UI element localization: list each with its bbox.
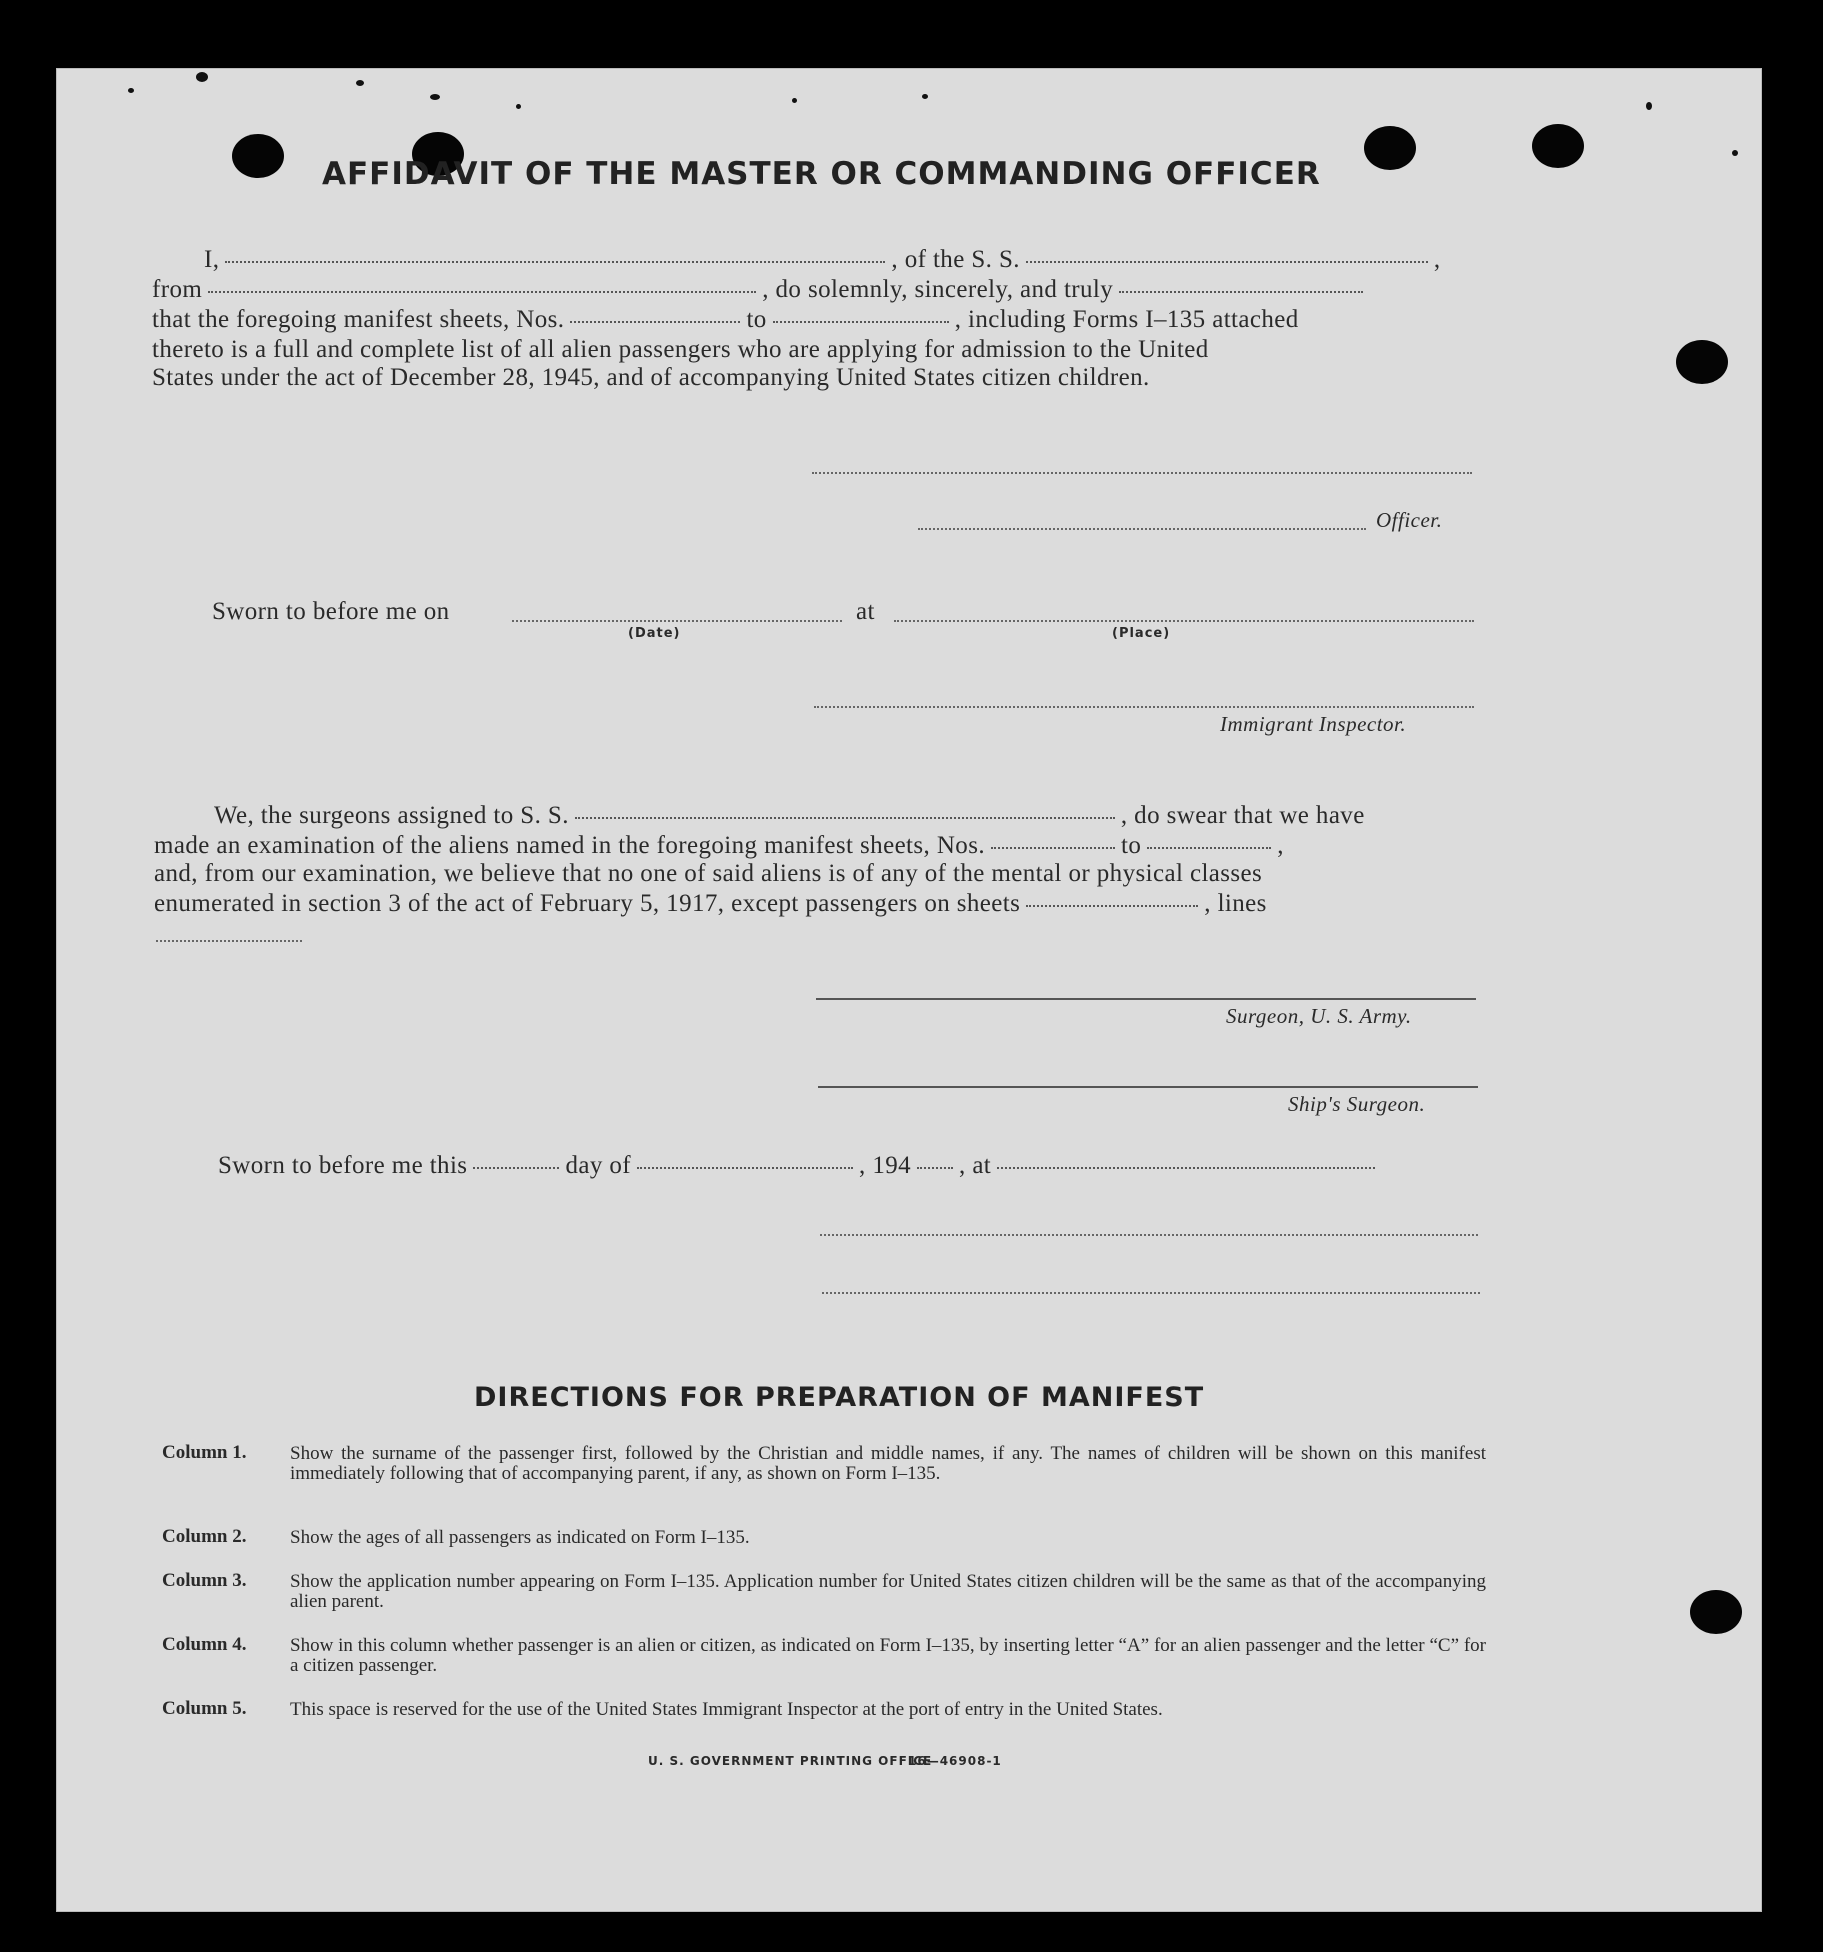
sworn-at-label: at (856, 598, 875, 625)
column-5-text: This space is reserved for the use of the United States Immigrant Inspector at the port of entry in the United States. (290, 1699, 1163, 1720)
speck (128, 88, 134, 93)
form-sheet (56, 68, 1762, 1912)
affidavit-of-ss-label: , of the S. S. (891, 246, 1020, 273)
column-1-text: Show the surname of the passenger first, followed by the Christian and middle names, if any. The names of children will be shown on this manifest immediately following that of accompanying parent, if any, as shown on Form I–135. (290, 1443, 1486, 1484)
affidavit-comma: , (1433, 246, 1441, 273)
surgeons-line-2 (154, 832, 1284, 860)
surgeons-line-4 (154, 890, 1267, 918)
punch-hole (1690, 1590, 1742, 1634)
surgeons-comma: , (1277, 832, 1284, 859)
sworn-day-of-label: day of (565, 1152, 632, 1179)
affidavit-line-5: States under the act of December 28, 1945, and of accompanying United States citizen children. (152, 364, 1150, 391)
army-surgeon-caption: Surgeon, U. S. Army. (1226, 1004, 1412, 1028)
master-name-field[interactable] (225, 261, 885, 263)
sheets-from-field[interactable] (570, 321, 740, 323)
surgeons-swear-label: , do swear that we have (1120, 802, 1365, 829)
sworn-day-field[interactable] (473, 1167, 559, 1169)
column-4-text: Show in this column whether passenger is an alien or citizen, as indicated on Form I–135, by inserting letter “A” for an alien passenger and the letter “C” for a citizen passenger. (290, 1635, 1486, 1676)
sworn-before-me-on-label: Sworn to before me on (212, 598, 450, 625)
punch-hole (232, 134, 284, 178)
sworn-year-field[interactable] (917, 1167, 953, 1169)
affidavit-line-1 (204, 246, 1441, 274)
place-caption: (Place) (1112, 626, 1171, 641)
punch-hole (1532, 124, 1584, 168)
sworn-date-field[interactable] (512, 620, 842, 622)
surgeons-ship-field[interactable] (575, 817, 1115, 819)
speck (196, 72, 208, 82)
except-sheets-field[interactable] (1026, 905, 1198, 907)
form-code-footer: 16—46908-1 (908, 1754, 1002, 1768)
surgeons-sheets-from-field[interactable] (991, 847, 1115, 849)
sworn-at-2-label: , at (959, 1152, 992, 1179)
affidavit-to-label: to (746, 306, 767, 333)
directions-title: DIRECTIONS FOR PREPARATION OF MANIFEST (474, 1382, 1205, 1413)
surgeons-line-1 (214, 802, 1365, 830)
speck (430, 94, 440, 100)
surgeons-line-3: and, from our examination, we believe that no one of said aliens is of any of the mental or physical classes (154, 860, 1263, 887)
immigrant-inspector-caption: Immigrant Inspector. (1220, 712, 1407, 736)
affidavit-line-3 (152, 306, 1299, 334)
column-2-label: Column 2. (162, 1526, 247, 1547)
surgeons-lines-label: , lines (1204, 890, 1267, 917)
column-3-label: Column 3. (162, 1570, 247, 1591)
sheets-to-field[interactable] (773, 321, 949, 323)
speck (356, 80, 364, 86)
affidavit-title: AFFIDAVIT OF THE MASTER OR COMMANDING OFFICER (322, 156, 1321, 192)
column-5-label: Column 5. (162, 1698, 247, 1719)
ship-surgeon-caption: Ship's Surgeon. (1288, 1092, 1426, 1116)
officer-title-line[interactable] (918, 528, 1366, 530)
speck (792, 98, 797, 103)
sworn-year-label: , 194 (859, 1152, 912, 1179)
affidavit-from-label: from (152, 276, 203, 303)
speck (516, 104, 521, 109)
affidavit-solemnly-label: , do solemnly, sincerely, and truly (762, 276, 1114, 303)
inspector-signature-line[interactable] (814, 706, 1474, 708)
surgeons-assigned-label: We, the surgeons assigned to S. S. (214, 802, 569, 829)
column-4-label: Column 4. (162, 1634, 247, 1655)
affidavit-line-4: thereto is a full and complete list of all alien passengers who are applying for admission to the United (152, 336, 1209, 363)
sworn-2-line (218, 1152, 1381, 1180)
army-surgeon-signature-line[interactable] (816, 998, 1476, 1000)
sworn-place-2-field[interactable] (997, 1167, 1375, 1169)
sworn-signature-line-1[interactable] (820, 1234, 1478, 1236)
master-signature-line[interactable] (812, 472, 1472, 474)
punch-hole (1364, 126, 1416, 170)
officer-caption: Officer. (1376, 508, 1443, 532)
column-1-label: Column 1. (162, 1442, 247, 1463)
affidavit-sheets-label: that the foregoing manifest sheets, Nos. (152, 306, 565, 333)
punch-hole (1676, 340, 1728, 384)
sworn-month-field[interactable] (637, 1167, 853, 1169)
except-lines-field[interactable] (156, 940, 302, 942)
speck (1732, 150, 1738, 156)
speck (922, 94, 928, 99)
surgeons-enumerated-label: enumerated in section 3 of the act of February 5, 1917, except passengers on sheets (154, 890, 1021, 917)
port-from-field[interactable] (208, 291, 756, 293)
surgeons-sheets-to-field[interactable] (1147, 847, 1271, 849)
affidavit-line-2 (152, 276, 1369, 304)
ship-name-field[interactable] (1026, 261, 1428, 263)
speck (1646, 102, 1652, 110)
surgeons-to-label: to (1120, 832, 1142, 859)
affidavit-forms-label: , including Forms I–135 attached (954, 306, 1299, 333)
surgeons-examination-label: made an examination of the aliens named in the foregoing manifest sheets, Nos. (154, 832, 985, 859)
ship-surgeon-signature-line[interactable] (818, 1086, 1478, 1088)
printing-office-footer: U. S. GOVERNMENT PRINTING OFFICE (648, 1754, 933, 1768)
sworn-place-field[interactable] (894, 620, 1474, 622)
sworn-signature-line-2[interactable] (822, 1292, 1480, 1294)
sworn-this-label: Sworn to before me this (218, 1152, 468, 1179)
column-2-text: Show the ages of all passengers as indicated on Form I–135. (290, 1527, 750, 1548)
affidavit-i-label: I, (204, 246, 220, 273)
column-3-text: Show the application number appearing on Form I–135. Application number for United States citizen children will be the same as that of the accompanying alien parent. (290, 1571, 1486, 1612)
date-caption: (Date) (628, 626, 681, 641)
affidavit-line-2-field[interactable] (1119, 291, 1363, 293)
